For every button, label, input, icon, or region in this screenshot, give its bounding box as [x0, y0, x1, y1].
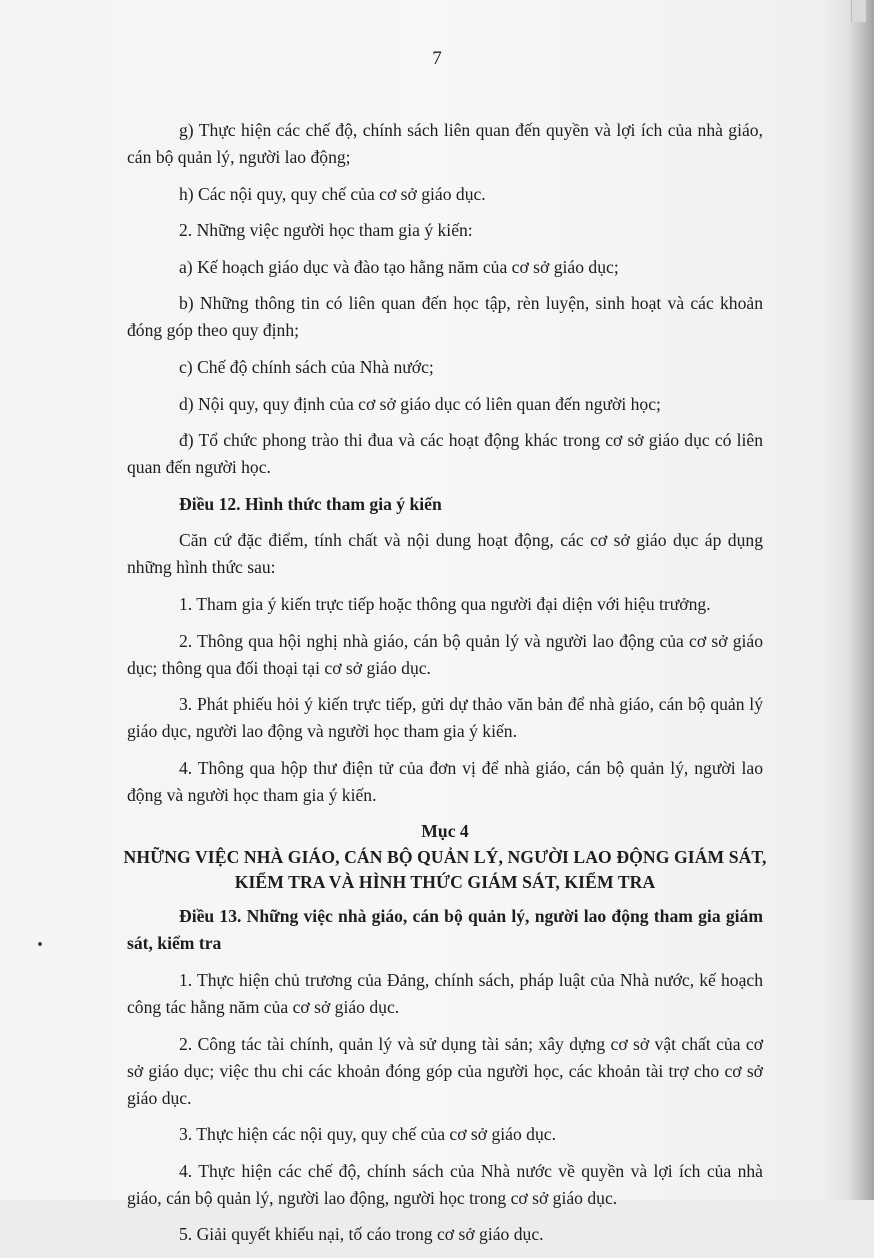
article-13-heading: Điều 13. Những việc nhà giáo, cán bộ quản lý, người lao động tham gia giám sát, kiểm tra — [127, 906, 763, 954]
paragraph-form-4: 4. Thông qua hộp thư điện tử của đơn vị để nhà giáo, cán bộ quản lý, người lao động và người học tham gia ý kiến. — [127, 757, 763, 805]
document-body — [123, 117, 767, 1258]
paragraph-a-plan: a) Kế hoạch giáo dục và đào tạo hằng năm của cơ sở giáo dục; — [179, 256, 619, 277]
corner-tab — [851, 0, 866, 22]
paragraph-c-policy: c) Chế độ chính sách của Nhà nước; — [179, 356, 434, 377]
article-12-heading: Điều 12. Hình thức tham gia ý kiến — [179, 493, 442, 514]
paragraph-learner-opinions: 2. Những việc người học tham gia ý kiến: — [179, 220, 473, 241]
scan-speck — [38, 942, 42, 946]
section-title: NHỮNG VIỆC NHÀ GIÁO, CÁN BỘ QUẢN LÝ, NGƯỜI LAO ĐỘNG GIÁM SÁT, KIỂM TRA VÀ HÌNH THỨC GIÁM SÁT, KIỂM TRA — [123, 847, 767, 893]
page-number: 7 — [432, 48, 442, 69]
paragraph-dd-emulation: đ) Tổ chức phong trào thi đua và các hoạt động khác trong cơ sở giáo dục có liên quan đến người học. — [127, 430, 763, 478]
paragraph-supervision-3: 3. Thực hiện các nội quy, quy chế của cơ sở giáo dục. — [179, 1124, 556, 1145]
section-label: Mục 4 — [421, 821, 469, 842]
paragraph-supervision-1: 1. Thực hiện chủ trương của Đảng, chính sách, pháp luật của Nhà nước, kế hoạch công tác hằng năm của cơ sở giáo dục. — [127, 969, 763, 1017]
paragraph-supervision-2: 2. Công tác tài chính, quản lý và sử dụng tài sản; xây dựng cơ sở vật chất của cơ sở giáo dục; việc thu chi các khoản đóng góp của người học, các khoản tài trợ cho cơ sở giáo dục. — [127, 1033, 763, 1108]
paragraph-form-3: 3. Phát phiếu hỏi ý kiến trực tiếp, gửi dự thảo văn bản để nhà giáo, cán bộ quản lý giáo dục, người lao động và người học tham gia ý kiến. — [127, 694, 763, 742]
paragraph-g-rights: g) Thực hiện các chế độ, chính sách liên quan đến quyền và lợi ích của nhà giáo, cán bộ quản lý, người lao động; — [127, 120, 763, 167]
paragraph-b-information: b) Những thông tin có liên quan đến học tập, rèn luyện, sinh hoạt và các khoản đóng góp theo quy định; — [127, 293, 763, 341]
paragraph-form-2: 2. Thông qua hội nghị nhà giáo, cán bộ quản lý và người lao động của cơ sở giáo dục; thông qua đối thoại tại cơ sở giáo dục. — [127, 630, 763, 678]
paragraph-supervision-4: 4. Thực hiện các chế độ, chính sách của Nhà nước về quyền và lợi ích của nhà giáo, cán bộ quản lý, người lao động, người học trong cơ sở giáo dục. — [127, 1160, 763, 1208]
paragraph-supervision-5: 5. Giải quyết khiếu nại, tố cáo trong cơ sở giáo dục. — [179, 1224, 544, 1245]
paragraph-forms-intro: Căn cứ đặc điểm, tính chất và nội dung hoạt động, các cơ sở giáo dục áp dụng những hình thức sau: — [127, 530, 763, 578]
page-edge-shadow — [848, 0, 874, 1200]
paragraph-h-regulations: h) Các nội quy, quy chế của cơ sở giáo dục. — [179, 183, 486, 204]
paragraph-d-rules: d) Nội quy, quy định của cơ sở giáo dục có liên quan đến người học; — [179, 393, 661, 414]
paragraph-form-1: 1. Tham gia ý kiến trực tiếp hoặc thông qua người đại diện với hiệu trưởng. — [179, 593, 711, 614]
